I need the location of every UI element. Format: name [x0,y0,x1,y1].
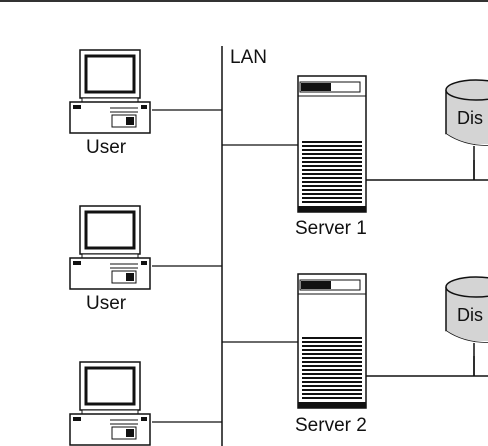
disk-label: Dis [457,108,483,128]
user-label: User [86,293,127,314]
server-label: Server 1 [295,218,367,239]
disk-label: Dis [457,305,483,325]
server-icon [298,274,366,408]
server-label: Server 2 [295,415,367,436]
user-computer-icon [70,50,150,133]
user-computer-icon [70,362,150,445]
user-computer-icon [70,206,150,289]
lan-label: LAN [230,47,267,68]
user-label: User [86,137,127,158]
server-icon [298,76,366,212]
